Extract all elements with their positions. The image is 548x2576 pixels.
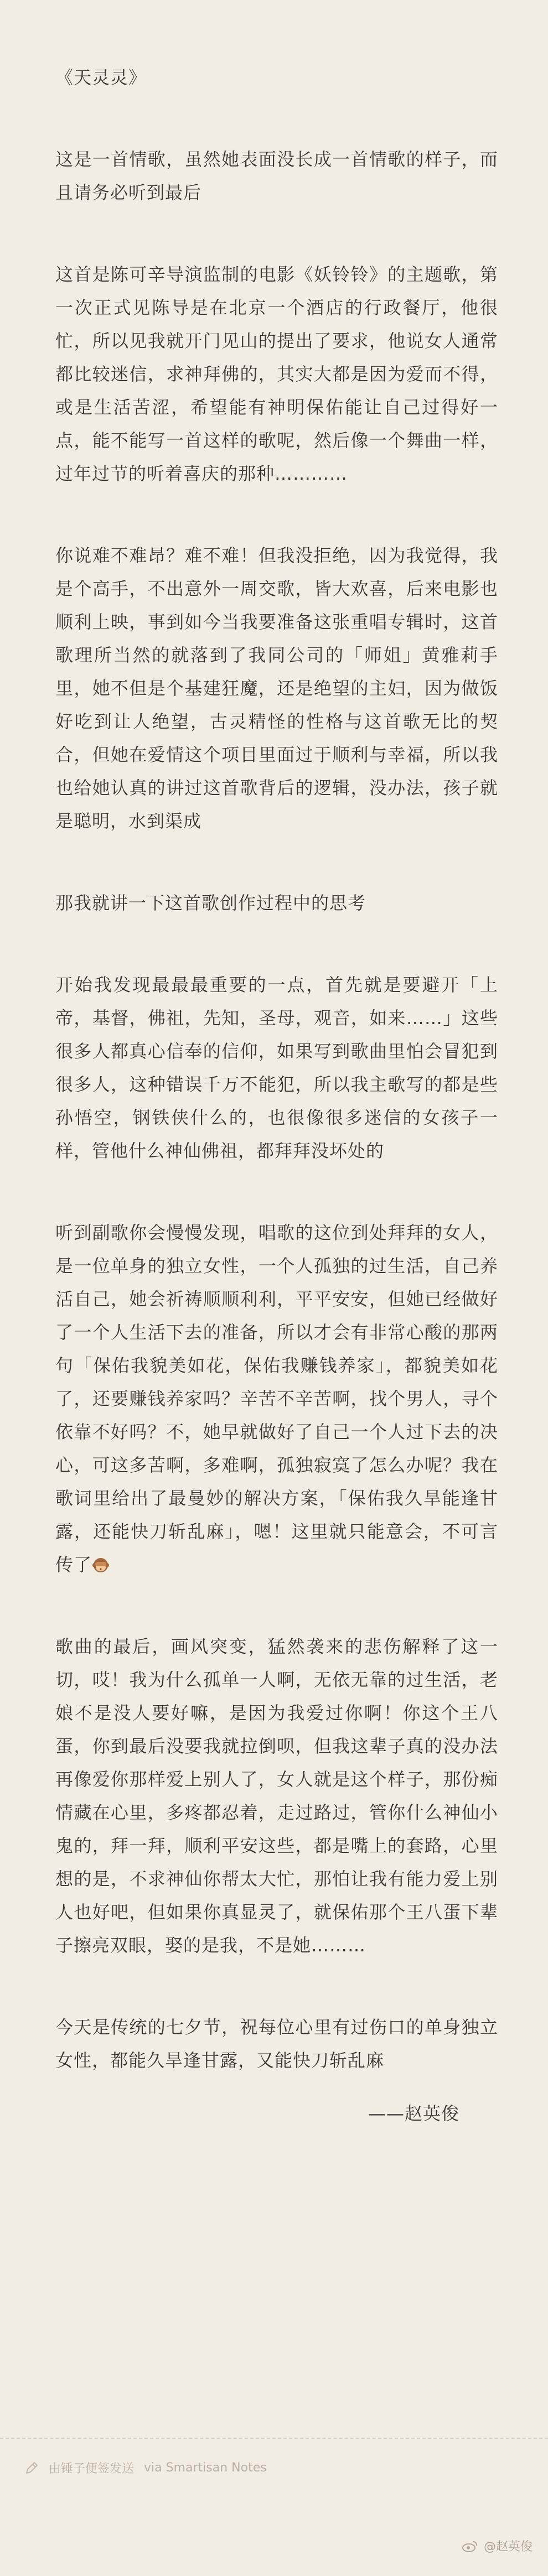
note-title: 《天灵灵》 [55, 67, 147, 88]
paragraph-1: 这是一首情歌，虽然她表面没长成一首情歌的样子，而且请务必听到最后 [55, 149, 498, 203]
weibo-icon [462, 2539, 478, 2553]
footer-via: via Smartisan Notes [144, 2461, 267, 2475]
paragraph-2: 这首是陈可辛导演监制的电影《妖铃铃》的主题歌，第一次正式见陈导是在北京一个酒店的行政餐厅，他很忙，所以见我就开门见山的提出了要求，他说女人通常都比较迷信，求神拜佛的，其实大都是因为爱而不得，或是生活苦涩，希望能有神明保佑能让自己过得好一点，能不能写一首这样的歌呢，然后像一个舞曲一样，过年过节的听着喜庆的那种………… [55, 264, 498, 484]
paragraph-3: 你说难不难昂？难不难！但我没拒绝，因为我觉得，我是个高手，不出意外一周交歌，皆大欢喜，后来电影也顺利上映，事到如今当我要准备这张重唱专辑时，这首歌理所当然的就落到了我同公司的「师姐」黄雅莉手里，她不但是个基建狂魔，还是绝望的主妇，因为做饭好吃到让人绝望，古灵精怪的性格与这首歌无比的契合，但她在爱情这个项目里面过于顺利与幸福，所以我也给她认真的讲过这首歌背后的逻辑，没办法，孩子就是聪明，水到渠成 [55, 545, 498, 832]
signature: ——赵英俊 [368, 2103, 459, 2124]
footer-source: 由锤子便签发送 [49, 2462, 135, 2476]
note-footer [24, 2459, 267, 2476]
weibo-watermark [462, 2537, 533, 2554]
paragraph-4: 那我就讲一下这首歌创作过程中的思考 [55, 892, 366, 913]
watermark-text: @赵英俊 [483, 2540, 533, 2554]
see-no-evil-monkey-icon [92, 1556, 110, 1574]
footer-divider [0, 2438, 548, 2439]
pen-icon [24, 2461, 39, 2475]
note-body [55, 61, 498, 2130]
paragraph-5: 开始我发现最最最重要的一点，首先就是要避开「上帝，基督，佛祖，先知，圣母，观音，如来……」这些很多人都真心信奉的信仰，如果写到歌曲里怕会冒犯到很多人，这种错误千万不能犯，所以我主歌写的都是些孙悟空，钢铁侠什么的，也很像很多迷信的女孩子一样，管他什么神仙佛祖，都拜拜没坏处的 [55, 974, 498, 1161]
paragraph-7: 歌曲的最后，画风突变，猛然袭来的悲伤解释了这一切，哎！我为什么孤单一人啊，无依无靠的过生活，老娘不是没人要好嘛，是因为我爱过你啊！你这个王八蛋，你到最后没要我就拉倒呗，但我这辈子真的没办法再像爱你那样爱上别人了，女人就是这个样子，那份痴情藏在心里，多疼都忍着，走过路过，管你什么神仙小鬼的，拜一拜，顺利平安这些，都是嘴上的套路，心里想的是，不求神仙你帮太大忙，那怕让我有能力爱上别人也好吧，但如果你真显灵了，就保佑那个王八蛋下辈子擦亮双眼，娶的是我，不是她……… [55, 1636, 498, 1956]
paragraph-8: 今天是传统的七夕节，祝每位心里有过伤口的单身独立女性，都能久旱逢甘露，又能快刀斩乱麻 [55, 2017, 498, 2071]
paragraph-6 [55, 1216, 498, 1581]
paragraph-6-text: 听到副歌你会慢慢发现，唱歌的这位到处拜拜的女人，是一位单身的独立女性，一个人孤独的过生活，自己养活自己，她会祈祷顺顺利利，平平安安，但她已经做好了一个人生活下去的准备，所以才会有非常心酸的那两句「保佑我貌美如花，保佑我赚钱养家」，都貌美如花了，还要赚钱养家吗？辛苦不辛苦啊，找个男人，寻个依靠不好吗？不，她早就做好了自己一个人过下去的决心，可这多苦啊，多难啊，孤独寂寞了怎么办呢？我在歌词里给出了最曼妙的解决方案，「保佑我久旱能逢甘露，还能快刀斩乱麻」，嗯！这里就只能意会，不可言传了 [55, 1222, 498, 1575]
